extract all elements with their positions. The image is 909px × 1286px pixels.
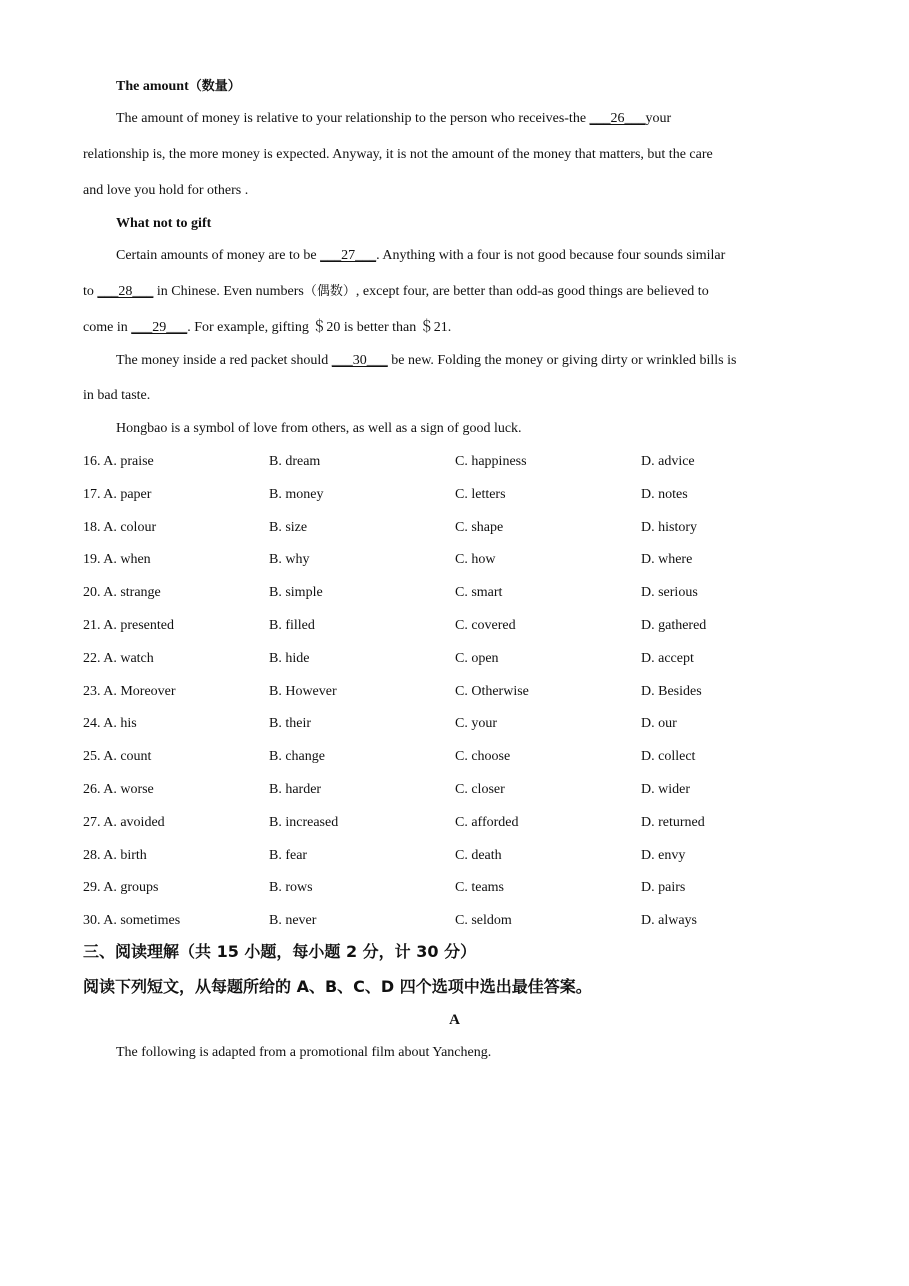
option-row	[83, 649, 843, 669]
gift-paragraph-line-3	[83, 318, 451, 338]
option-row	[83, 682, 843, 702]
option-c: C. letters	[455, 487, 506, 502]
option-d: D. Besides	[641, 684, 702, 699]
option-a: 20. A. strange	[83, 585, 161, 600]
option-row	[83, 911, 843, 931]
blank-26: ___26___	[589, 111, 646, 126]
text-segment: to	[83, 284, 98, 299]
gift-paragraph-line-4	[116, 351, 736, 371]
option-b: B. money	[269, 487, 324, 502]
option-d: D. notes	[641, 487, 688, 502]
option-c: C. afforded	[455, 815, 519, 830]
option-d: D. history	[641, 520, 697, 535]
option-a: 24. A. his	[83, 716, 137, 731]
option-b: B. harder	[269, 782, 322, 797]
text-segment-cn: （偶数）	[303, 284, 356, 299]
option-d: D. advice	[641, 454, 695, 469]
text-segment: . For example, gifting ＄20 is better than ＄21.	[187, 320, 452, 335]
amount-paragraph-line-2: relationship is, the more money is expected. Anyway, it is not the amount of the money that matters, but the care	[83, 147, 713, 162]
option-row	[83, 452, 843, 472]
option-d: D. our	[641, 716, 677, 731]
option-c: C. your	[455, 716, 497, 731]
option-b: B. dream	[269, 454, 321, 469]
option-b: B. rows	[269, 880, 313, 895]
option-d: D. envy	[641, 848, 686, 863]
amount-heading	[116, 77, 241, 97]
option-b: B. never	[269, 913, 317, 928]
option-c: C. covered	[455, 618, 516, 633]
option-d: D. collect	[641, 749, 696, 764]
reading-section-title: 三、阅读理解（共 15 小题，每小题 2 分，计 30 分）	[83, 942, 477, 961]
option-row	[83, 714, 843, 734]
option-a: 23. A. Moreover	[83, 684, 176, 699]
option-c: C. seldom	[455, 913, 512, 928]
option-d: D. wider	[641, 782, 690, 797]
option-b: B. fear	[269, 848, 308, 863]
option-a: 17. A. paper	[83, 487, 152, 502]
option-c: C. smart	[455, 585, 503, 600]
blank-27: ___27___	[320, 248, 377, 263]
text-segment: your	[645, 111, 672, 126]
text-segment: be new. Folding the money or giving dirty or wrinkled bills is	[387, 353, 737, 368]
option-d: D. serious	[641, 585, 698, 600]
text-segment: , except four, are better than odd-as good things are believed to	[355, 284, 709, 299]
passage-label: A	[449, 1012, 460, 1028]
text-segment: . Anything with a four is not good because four sounds similar	[376, 248, 726, 263]
option-b: B. increased	[269, 815, 339, 830]
option-row	[83, 846, 843, 866]
option-c: C. happiness	[455, 454, 527, 469]
option-a: 19. A. when	[83, 552, 151, 567]
option-d: D. gathered	[641, 618, 707, 633]
option-c: C. teams	[455, 880, 504, 895]
gift-paragraph-line-6: Hongbao is a symbol of love from others, as well as a sign of good luck.	[116, 421, 522, 436]
passage-intro: The following is adapted from a promotional film about Yancheng.	[116, 1045, 492, 1060]
text-segment: The money inside a red packet should	[116, 353, 332, 368]
option-a: 30. A. sometimes	[83, 913, 181, 928]
option-row	[83, 616, 843, 636]
option-row	[83, 550, 843, 570]
amount-heading-en: The amount	[116, 79, 189, 94]
option-row	[83, 878, 843, 898]
gift-heading: What not to gift	[116, 216, 212, 231]
option-row	[83, 518, 843, 538]
option-b: B. However	[269, 684, 337, 699]
text-segment: come in	[83, 320, 132, 335]
option-row	[83, 813, 843, 833]
option-row	[83, 747, 843, 767]
option-d: D. pairs	[641, 880, 686, 895]
blank-30: ___30___	[331, 353, 388, 368]
amount-heading-cn: （数量）	[188, 79, 241, 94]
option-a: 26. A. worse	[83, 782, 154, 797]
option-c: C. closer	[455, 782, 505, 797]
option-b: B. change	[269, 749, 325, 764]
option-row	[83, 780, 843, 800]
option-row	[83, 583, 843, 603]
option-a: 18. A. colour	[83, 520, 157, 535]
option-a: 25. A. count	[83, 749, 152, 764]
gift-paragraph-line-2	[83, 282, 709, 302]
option-c: C. shape	[455, 520, 504, 535]
option-b: B. their	[269, 716, 311, 731]
gift-paragraph-line-5: in bad taste.	[83, 388, 151, 403]
option-c: C. how	[455, 552, 496, 567]
option-b: B. simple	[269, 585, 323, 600]
option-c: C. open	[455, 651, 499, 666]
option-d: D. accept	[641, 651, 694, 666]
option-a: 27. A. avoided	[83, 815, 165, 830]
text-segment: Certain amounts of money are to be	[116, 248, 321, 263]
option-b: B. size	[269, 520, 308, 535]
amount-paragraph-line-1	[116, 109, 671, 129]
option-a: 16. A. praise	[83, 454, 154, 469]
text-segment: in Chinese. Even numbers	[153, 284, 304, 299]
option-d: D. where	[641, 552, 693, 567]
option-c: C. choose	[455, 749, 511, 764]
option-a: 22. A. watch	[83, 651, 154, 666]
text-segment: The amount of money is relative to your relationship to the person who receives-the	[116, 111, 590, 126]
option-c: C. death	[455, 848, 502, 863]
option-a: 21. A. presented	[83, 618, 174, 633]
blank-29: ___29___	[131, 320, 188, 335]
option-d: D. returned	[641, 815, 705, 830]
blank-28: ___28___	[97, 284, 154, 299]
option-b: B. filled	[269, 618, 315, 633]
amount-paragraph-line-3: and love you hold for others .	[83, 183, 249, 198]
option-d: D. always	[641, 913, 697, 928]
reading-instruction: 阅读下列短文，从每题所给的 A、B、C、D 四个选项中选出最佳答案。	[83, 977, 592, 996]
option-a: 28. A. birth	[83, 848, 147, 863]
option-a: 29. A. groups	[83, 880, 159, 895]
option-b: B. hide	[269, 651, 310, 666]
option-b: B. why	[269, 552, 310, 567]
option-c: C. Otherwise	[455, 684, 529, 699]
option-row	[83, 485, 843, 505]
gift-paragraph-line-1	[116, 246, 725, 266]
